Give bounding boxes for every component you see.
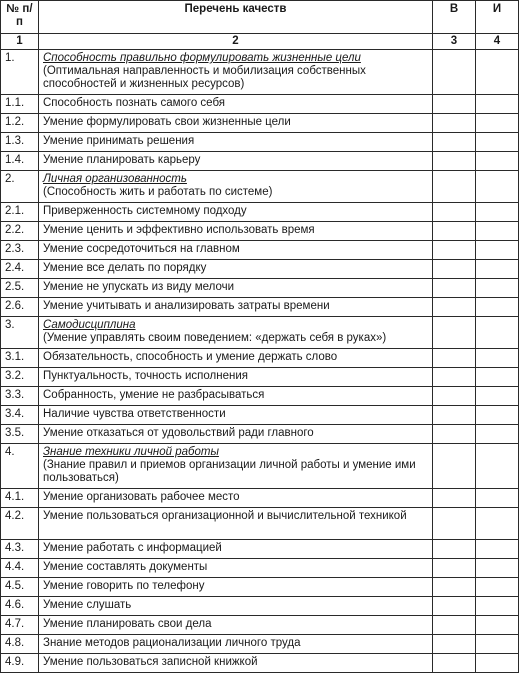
score-cell-i[interactable] bbox=[476, 635, 519, 654]
row-number: 1.3. bbox=[1, 133, 39, 152]
table-row bbox=[1, 578, 519, 597]
score-cell-v[interactable] bbox=[433, 241, 476, 260]
score-cell-i[interactable] bbox=[476, 152, 519, 171]
table-row bbox=[1, 203, 519, 222]
table-row bbox=[1, 559, 519, 578]
table-row bbox=[1, 133, 519, 152]
score-cell-v[interactable] bbox=[433, 559, 476, 578]
score-cell-i[interactable] bbox=[476, 317, 519, 349]
score-cell-v[interactable] bbox=[433, 635, 476, 654]
score-cell-i[interactable] bbox=[476, 540, 519, 559]
score-cell-v[interactable] bbox=[433, 654, 476, 673]
section-description: (Способность жить и работать по системе) bbox=[43, 186, 273, 198]
row-number: 3.5. bbox=[1, 425, 39, 444]
section-row bbox=[1, 50, 519, 95]
row-text: Приверженность системному подходу bbox=[39, 203, 433, 222]
score-cell-v[interactable] bbox=[433, 616, 476, 635]
row-text: Умение формулировать свои жизненные цели bbox=[39, 114, 433, 133]
row-number: 3.2. bbox=[1, 368, 39, 387]
score-cell-v[interactable] bbox=[433, 489, 476, 508]
score-cell-i[interactable] bbox=[476, 444, 519, 489]
row-text: Собранность, умение не разбрасываться bbox=[39, 387, 433, 406]
score-cell-i[interactable] bbox=[476, 50, 519, 95]
row-number: 2.2. bbox=[1, 222, 39, 241]
section-row bbox=[1, 444, 519, 489]
row-text: Умение все делать по порядку bbox=[39, 260, 433, 279]
score-cell-i[interactable] bbox=[476, 425, 519, 444]
row-text: Знание методов рационализации личного труда bbox=[39, 635, 433, 654]
table-row bbox=[1, 540, 519, 559]
row-number: 4.2. bbox=[1, 508, 39, 540]
table-row bbox=[1, 95, 519, 114]
row-text: Пунктуальность, точность исполнения bbox=[39, 368, 433, 387]
row-text: Умение принимать решения bbox=[39, 133, 433, 152]
score-cell-i[interactable] bbox=[476, 114, 519, 133]
colnum-1: 1 bbox=[1, 34, 39, 50]
row-number: 2.4. bbox=[1, 260, 39, 279]
score-cell-v[interactable] bbox=[433, 317, 476, 349]
score-cell-v[interactable] bbox=[433, 508, 476, 540]
section-cell bbox=[39, 171, 433, 203]
score-cell-i[interactable] bbox=[476, 95, 519, 114]
score-cell-v[interactable] bbox=[433, 222, 476, 241]
colnum-3: 3 bbox=[433, 34, 476, 50]
section-cell bbox=[39, 317, 433, 349]
table-row bbox=[1, 241, 519, 260]
row-number: 4. bbox=[1, 444, 39, 489]
score-cell-v[interactable] bbox=[433, 171, 476, 203]
row-text: Умение планировать свои дела bbox=[39, 616, 433, 635]
score-cell-i[interactable] bbox=[476, 578, 519, 597]
table-row bbox=[1, 387, 519, 406]
row-text: Умение пользоваться организационной и вычислительной техникой bbox=[39, 508, 433, 540]
row-text: Умение отказаться от удовольствий ради главного bbox=[39, 425, 433, 444]
row-number: 4.1. bbox=[1, 489, 39, 508]
section-title: Личная организованность bbox=[43, 173, 187, 185]
score-cell-v[interactable] bbox=[433, 279, 476, 298]
row-text: Умение ценить и эффективно использовать время bbox=[39, 222, 433, 241]
table-row bbox=[1, 654, 519, 673]
score-cell-v[interactable] bbox=[433, 260, 476, 279]
row-number: 1.1. bbox=[1, 95, 39, 114]
row-number: 1.2. bbox=[1, 114, 39, 133]
row-number: 2.5. bbox=[1, 279, 39, 298]
row-number: 2.6. bbox=[1, 298, 39, 317]
row-text: Умение планировать карьеру bbox=[39, 152, 433, 171]
score-cell-v[interactable] bbox=[433, 425, 476, 444]
score-cell-i[interactable] bbox=[476, 368, 519, 387]
row-number: 4.8. bbox=[1, 635, 39, 654]
row-number: 3.4. bbox=[1, 406, 39, 425]
score-cell-v[interactable] bbox=[433, 298, 476, 317]
row-text: Умение не упускать из виду мелочи bbox=[39, 279, 433, 298]
score-cell-i[interactable] bbox=[476, 222, 519, 241]
table-row bbox=[1, 508, 519, 540]
row-text: Обязательность, способность и умение держать слово bbox=[39, 349, 433, 368]
score-cell-i[interactable] bbox=[476, 387, 519, 406]
column-number-row bbox=[1, 34, 519, 50]
row-number: 4.5. bbox=[1, 578, 39, 597]
score-cell-v[interactable] bbox=[433, 406, 476, 425]
score-cell-i[interactable] bbox=[476, 298, 519, 317]
table-row bbox=[1, 152, 519, 171]
score-cell-i[interactable] bbox=[476, 654, 519, 673]
header-list: Перечень качеств bbox=[39, 1, 433, 34]
score-cell-i[interactable] bbox=[476, 241, 519, 260]
row-number: 4.9. bbox=[1, 654, 39, 673]
score-cell-i[interactable] bbox=[476, 406, 519, 425]
row-text: Умение говорить по телефону bbox=[39, 578, 433, 597]
score-cell-i[interactable] bbox=[476, 260, 519, 279]
row-text: Умение слушать bbox=[39, 597, 433, 616]
section-description: (Знание правил и приемов организации личной работы и умение ими пользоваться) bbox=[43, 459, 416, 484]
section-title: Самодисциплина bbox=[43, 319, 136, 331]
header-row bbox=[1, 1, 519, 34]
score-cell-v[interactable] bbox=[433, 152, 476, 171]
score-cell-i[interactable] bbox=[476, 489, 519, 508]
row-text: Способность познать самого себя bbox=[39, 95, 433, 114]
row-text: Умение организовать рабочее место bbox=[39, 489, 433, 508]
score-cell-v[interactable] bbox=[433, 95, 476, 114]
score-cell-i[interactable] bbox=[476, 597, 519, 616]
row-number: 3.3. bbox=[1, 387, 39, 406]
row-number: 3. bbox=[1, 317, 39, 349]
row-number: 4.4. bbox=[1, 559, 39, 578]
table-row bbox=[1, 406, 519, 425]
row-number: 1.4. bbox=[1, 152, 39, 171]
row-text: Умение сосредоточиться на главном bbox=[39, 241, 433, 260]
colnum-4: 4 bbox=[476, 34, 519, 50]
score-cell-i[interactable] bbox=[476, 349, 519, 368]
score-cell-v[interactable] bbox=[433, 368, 476, 387]
row-number: 2. bbox=[1, 171, 39, 203]
score-cell-i[interactable] bbox=[476, 203, 519, 222]
table-row bbox=[1, 425, 519, 444]
score-cell-v[interactable] bbox=[433, 578, 476, 597]
section-row bbox=[1, 171, 519, 203]
row-text: Умение пользоваться записной книжкой bbox=[39, 654, 433, 673]
score-cell-v[interactable] bbox=[433, 597, 476, 616]
score-cell-i[interactable] bbox=[476, 279, 519, 298]
score-cell-v[interactable] bbox=[433, 203, 476, 222]
section-description: (Оптимальная направленность и мобилизация собственных способностей и жизненных ресурсов) bbox=[43, 65, 366, 90]
score-cell-i[interactable] bbox=[476, 616, 519, 635]
score-cell-v[interactable] bbox=[433, 444, 476, 489]
table-row bbox=[1, 616, 519, 635]
table-row bbox=[1, 489, 519, 508]
header-v: В bbox=[433, 1, 476, 34]
row-text: Умение составлять документы bbox=[39, 559, 433, 578]
section-row bbox=[1, 317, 519, 349]
row-number: 4.3. bbox=[1, 540, 39, 559]
score-cell-v[interactable] bbox=[433, 50, 476, 95]
score-cell-i[interactable] bbox=[476, 133, 519, 152]
table-row bbox=[1, 635, 519, 654]
row-text: Умение учитывать и анализировать затраты времени bbox=[39, 298, 433, 317]
table-row bbox=[1, 349, 519, 368]
table-row bbox=[1, 298, 519, 317]
table-row bbox=[1, 597, 519, 616]
section-description: (Умение управлять своим поведением: «держать себя в руках») bbox=[43, 332, 387, 344]
section-cell bbox=[39, 50, 433, 95]
row-number: 2.3. bbox=[1, 241, 39, 260]
row-number: 4.7. bbox=[1, 616, 39, 635]
header-num: № п/п bbox=[1, 1, 39, 34]
score-cell-i[interactable] bbox=[476, 559, 519, 578]
score-cell-v[interactable] bbox=[433, 349, 476, 368]
row-number: 1. bbox=[1, 50, 39, 95]
table-row bbox=[1, 279, 519, 298]
row-text: Наличие чувства ответственности bbox=[39, 406, 433, 425]
colnum-2: 2 bbox=[39, 34, 433, 50]
section-title: Способность правильно формулировать жизненные цели bbox=[43, 52, 361, 64]
row-number: 3.1. bbox=[1, 349, 39, 368]
score-cell-i[interactable] bbox=[476, 171, 519, 203]
section-title: Знание техники личной работы bbox=[43, 446, 219, 458]
score-cell-v[interactable] bbox=[433, 540, 476, 559]
score-cell-v[interactable] bbox=[433, 133, 476, 152]
row-number: 2.1. bbox=[1, 203, 39, 222]
table-row bbox=[1, 222, 519, 241]
row-text: Умение работать с информацией bbox=[39, 540, 433, 559]
table-row bbox=[1, 368, 519, 387]
section-cell bbox=[39, 444, 433, 489]
score-cell-i[interactable] bbox=[476, 508, 519, 540]
score-cell-v[interactable] bbox=[433, 114, 476, 133]
table-row bbox=[1, 114, 519, 133]
table-row bbox=[1, 260, 519, 279]
row-number: 4.6. bbox=[1, 597, 39, 616]
score-cell-v[interactable] bbox=[433, 387, 476, 406]
header-i: И bbox=[476, 1, 519, 34]
